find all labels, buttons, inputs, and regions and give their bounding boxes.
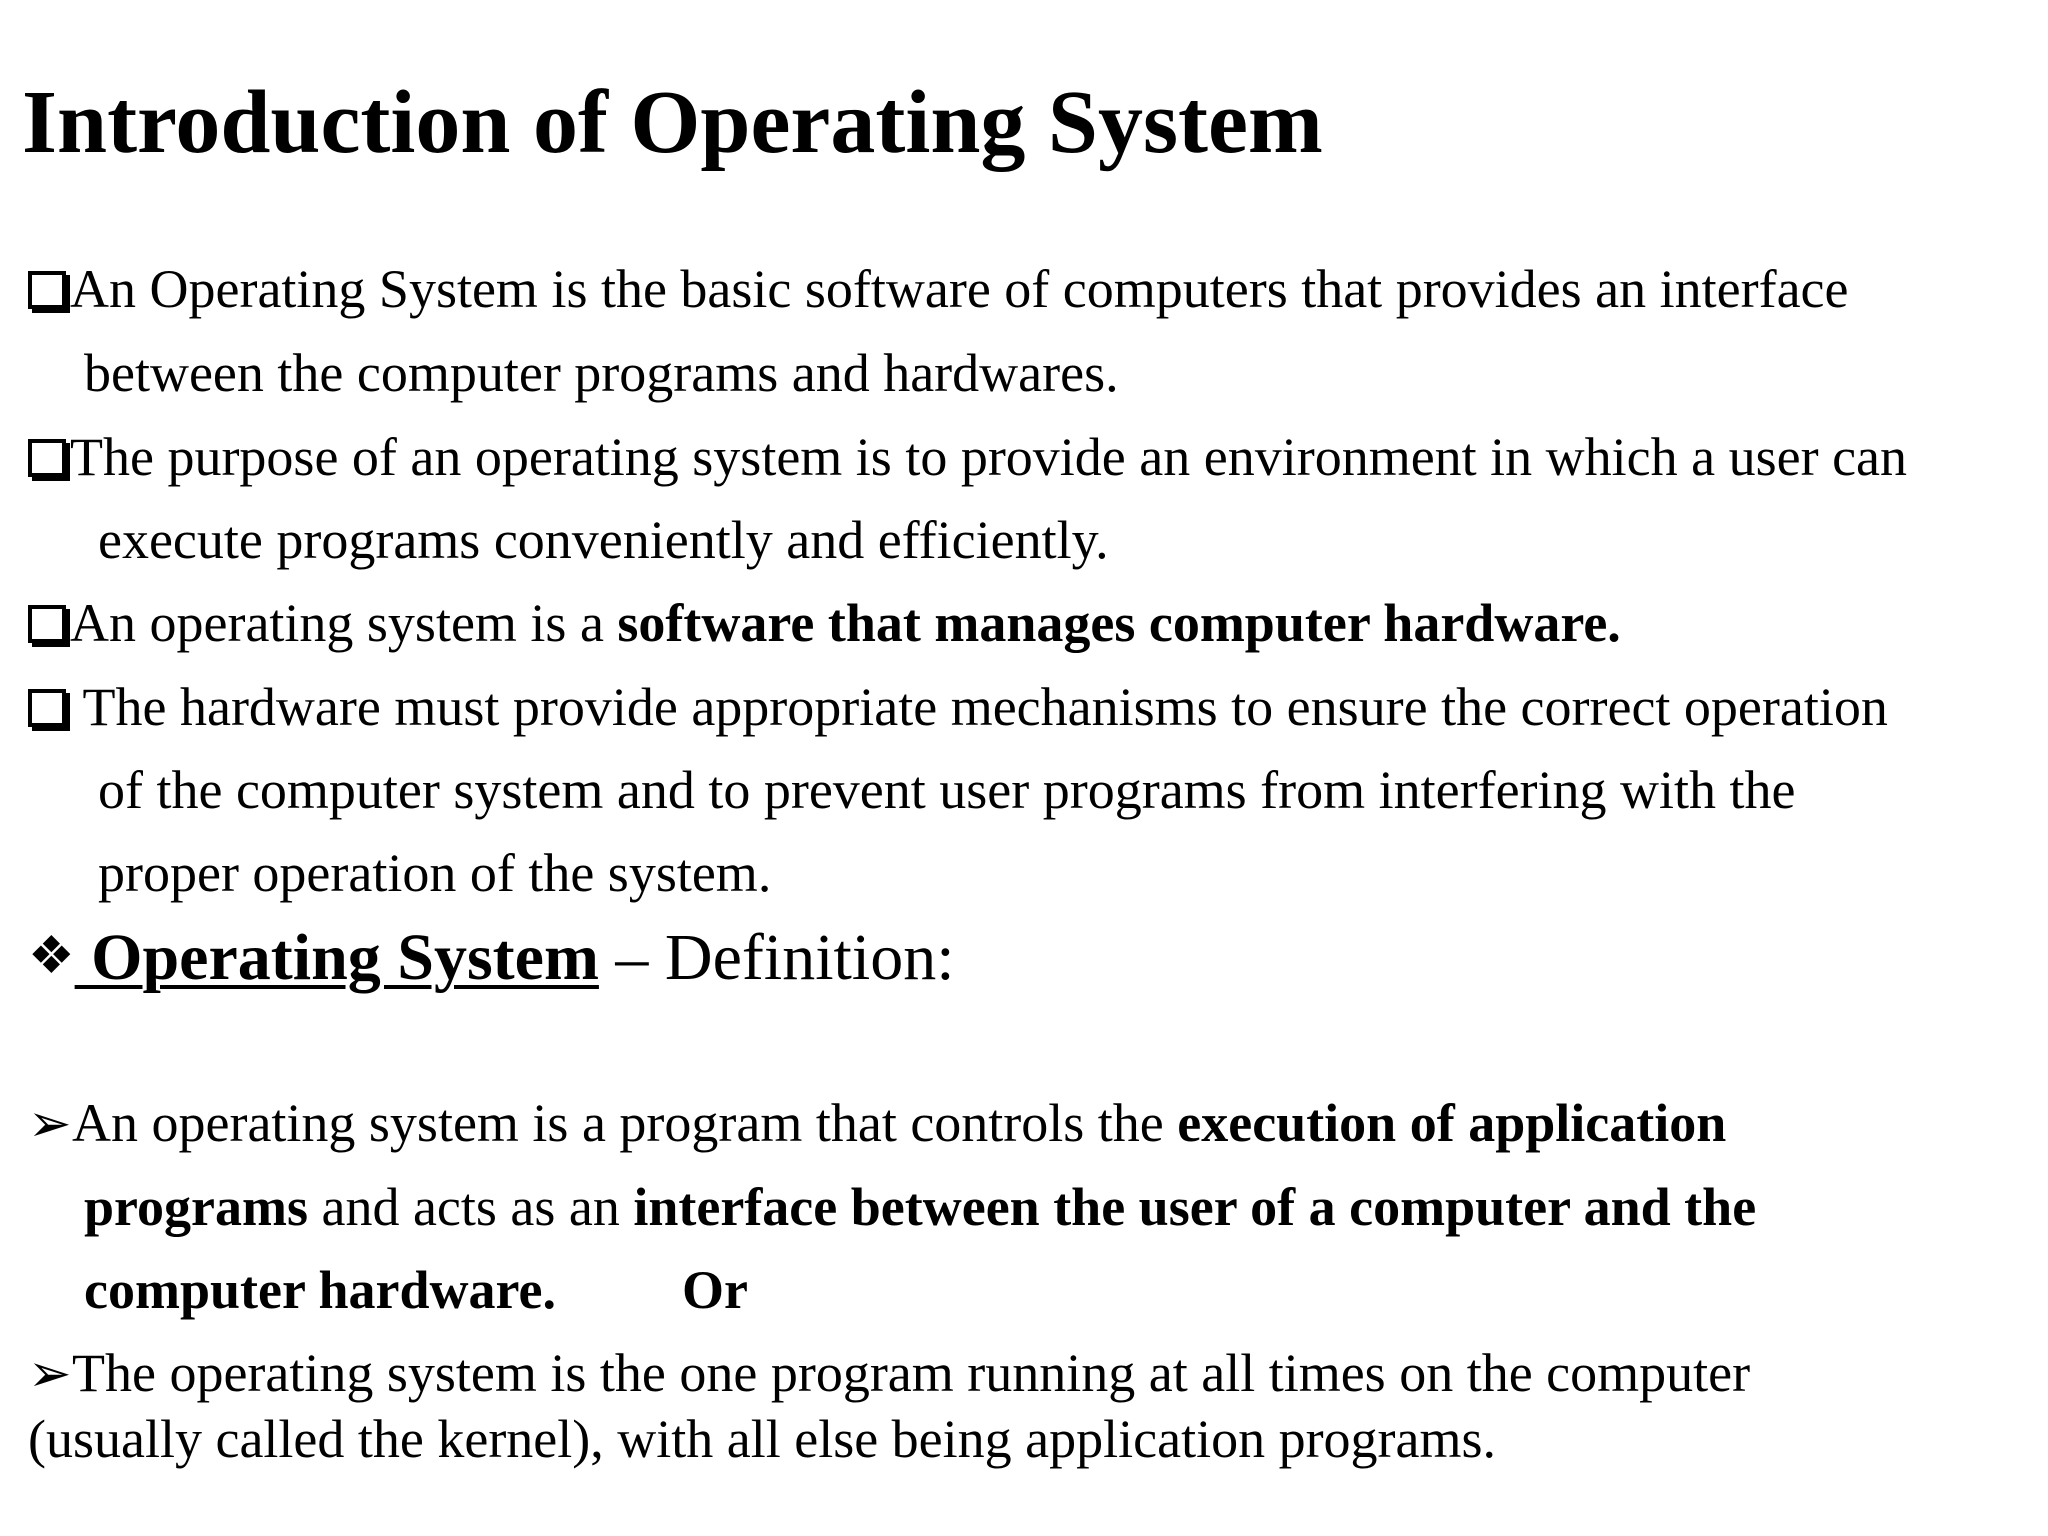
checkbox-bullet-icon	[28, 271, 66, 309]
checkbox-bullet-icon	[28, 439, 66, 477]
slide-title: Introduction of Operating System	[22, 73, 1323, 172]
bullet-1-line-2: between the computer programs and hardwares.	[84, 343, 1119, 403]
definition-1-line-1: ➢An operating system is a program that controls the execution of application	[28, 1093, 1727, 1153]
arrow-bullet-icon: ➢	[28, 1096, 72, 1153]
diamond-bullet-icon: ❖	[28, 928, 75, 985]
bullet-2-line-1: The purpose of an operating system is to provide an environment in which a user can	[28, 430, 1907, 484]
definition-1-line-3: computer hardware. Or	[84, 1260, 748, 1320]
arrow-bullet-icon: ➢	[28, 1346, 72, 1403]
bullet-4-line-1: The hardware must provide appropriate mechanisms to ensure the correct operation	[28, 680, 1888, 734]
bullet-4-line-2: of the computer system and to prevent user programs from interfering with the	[98, 760, 1796, 820]
definition-1-line-2: programs and acts as an interface between the user of a computer and the	[84, 1177, 1757, 1237]
checkbox-bullet-icon	[28, 689, 66, 727]
definition-heading: ❖ Operating System – Definition:	[28, 921, 955, 994]
definition-2-line-2: (usually called the kernel), with all else being application programs.	[28, 1409, 1497, 1469]
checkbox-bullet-icon	[28, 605, 66, 643]
definition-2-line-1: ➢The operating system is the one program running at all times on the computer	[28, 1343, 1751, 1403]
bullet-4-line-3: proper operation of the system.	[98, 843, 772, 903]
or-separator: Or	[681, 1260, 748, 1320]
bullet-3-line-1: An operating system is a software that manages computer hardware.	[28, 596, 1621, 650]
bullet-1-line-1: An Operating System is the basic software of computers that provides an interface	[28, 262, 1848, 316]
bullet-2-line-2: execute programs conveniently and efficiently.	[98, 510, 1109, 570]
